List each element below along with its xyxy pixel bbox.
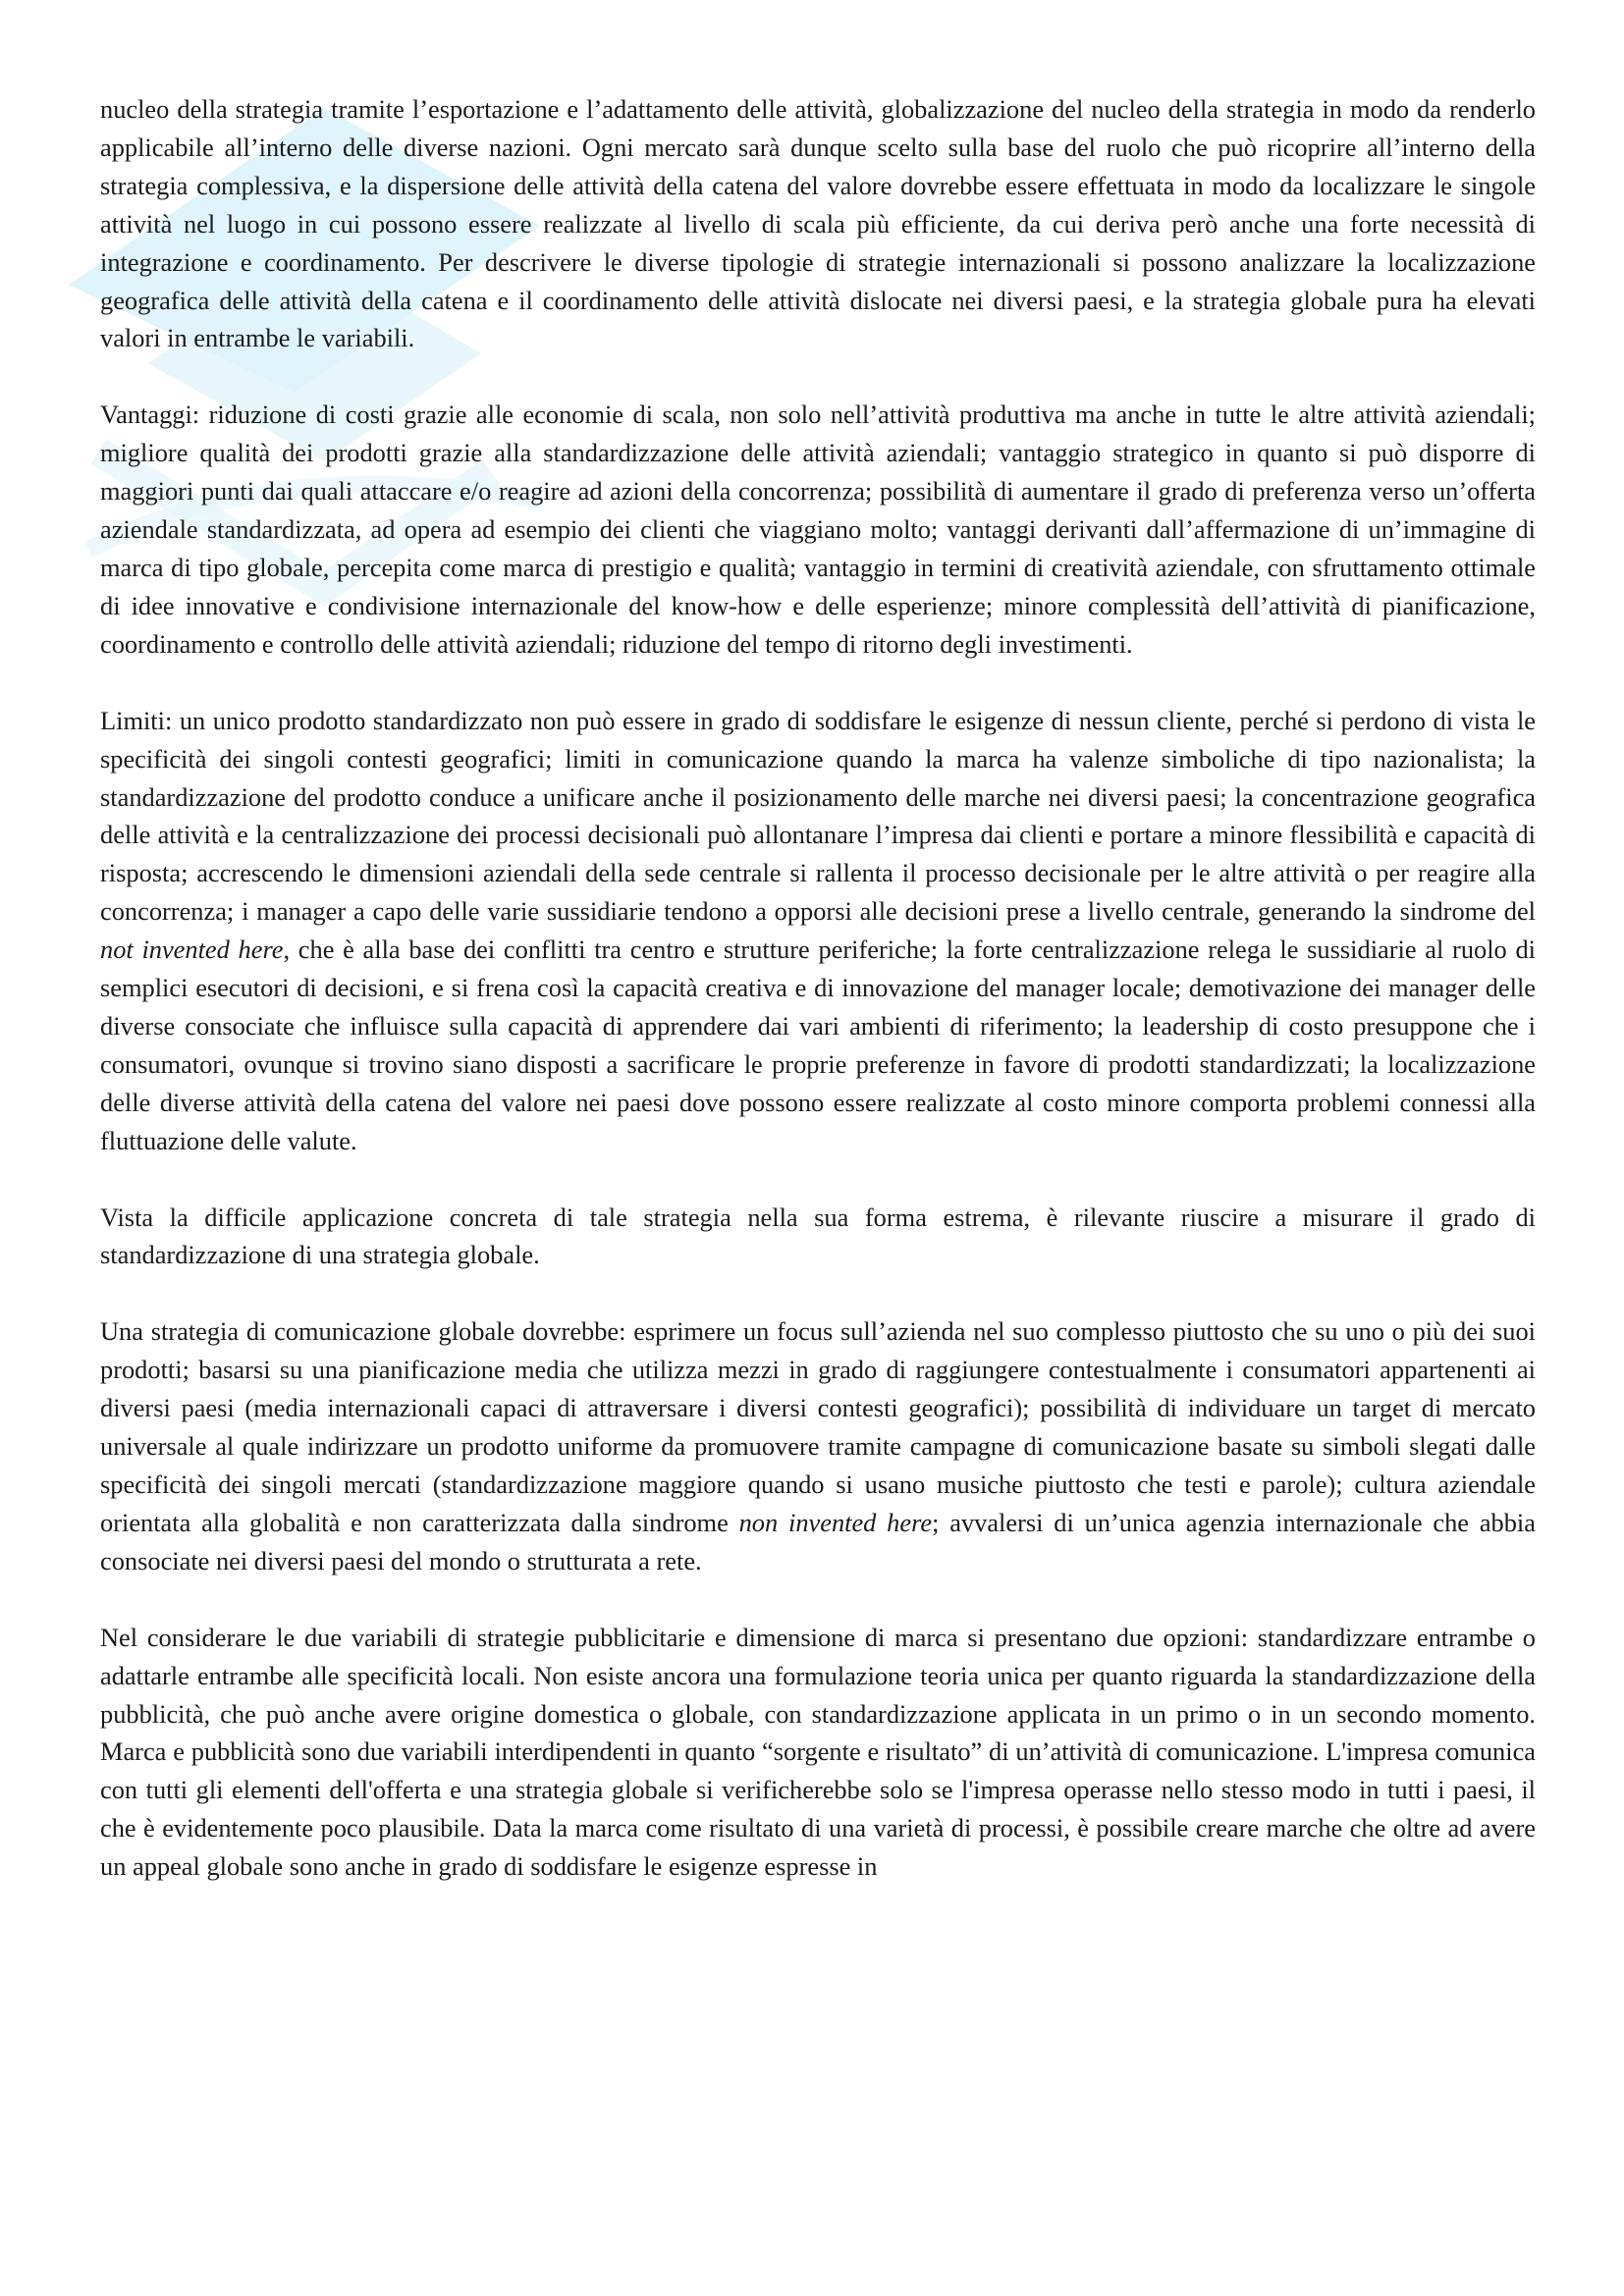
paragraph-text: Vista la difficile applicazione concreta di tale strategia nella sua forma estrema, è rilevante riuscire a misurare il grado di standardizzazione di una strategia globale. xyxy=(100,1201,1536,1270)
paragraph-text: Una strategia di comunicazione globale dovrebbe: esprimere un focus sull’azienda nel suo complesso piuttosto che su uno o più dei suoi prodotti; basarsi su una pianificazione media che utilizza mezzi in grado di raggiungere contestualmente i consumatori appartenenti ai diversi paesi (media internazionali capaci di attraversare i diversi contesti geografici); possibilità di individuare un target di mercato universale al quale indirizzare un prodotto uniforme da promuovere tramite campagne di comunicazione basate su simboli slegati dalle specificità dei singoli mercati (standardizzazione maggiore quando si usano musiche piuttosto che testi e parole); cultura aziendale orientata alla globalità e non caratterizzata dalla sindrome xyxy=(100,1316,1536,1537)
italic-term: not invented here xyxy=(100,934,284,965)
paragraph xyxy=(100,396,1536,663)
paragraph xyxy=(100,1312,1536,1579)
paragraph-text: , che è alla base dei conflitti tra centro e strutture periferiche; la forte centralizzazione relega le sussidiarie al ruolo di semplici esecutori di decisioni, e si frena così la capacità creativa e di innovazione del manager locale; demotivazione dei manager delle diverse consociate che influisce sulla capacità di apprendere dai vari ambienti di riferimento; la leadership di costo presuppone che i consumatori, ovunque si trovino siano disposti a sacrificare le proprie preferenze in favore di prodotti standardizzati; la localizzazione delle diverse attività della catena del valore nei paesi dove possono essere realizzate al costo minore comporta problemi connessi alla fluttuazione delle valute. xyxy=(100,934,1536,1155)
body-text xyxy=(100,90,1536,1886)
paragraph-text: Vantaggi: riduzione di costi grazie alle economie di scala, non solo nell’attività produttiva ma anche in tutte le altre attività aziendali; migliore qualità dei prodotti grazie alla standardizzazione delle attività aziendali; vantaggio strategico in quanto si può disporre di maggiori punti dai quali attaccare e/o reagire ad azioni della concorrenza; possibilità di aumentare il grado di preferenza verso un’offerta aziendale standardizzata, ad opera ad esempio dei clienti che viaggiano molto; vantaggi derivanti dall’affermazione di un’immagine di marca di tipo globale, percepita come marca di prestigio e qualità; vantaggio in termini di creatività aziendale, con sfruttamento ottimale di idee innovative e condivisione internazionale del know-how e delle esperienze; minore complessità dell’attività di pianificazione, coordinamento e controllo delle attività aziendali; riduzione del tempo di ritorno degli investimenti. xyxy=(100,400,1536,659)
paragraph-text: nucleo della strategia tramite l’esportazione e l’adattamento delle attività, globalizzazione del nucleo della strategia in modo da renderlo applicabile all’interno delle diverse nazioni. Ogni mercato sarà dunque scelto sulla base del ruolo che può ricoprire all’interno della strategia complessiva, e la dispersione delle attività della catena del valore dovrebbe essere effettuata in modo da localizzare le singole attività nel luogo in cui possono essere realizzate al livello di scala più efficiente, da cui deriva però anche una forte necessità di integrazione e coordinamento. Per descrivere le diverse tipologie di strategie internazionali si possono analizzare la localizzazione geografica delle attività della catena e il coordinamento delle attività dislocate nei diversi paesi, e la strategia globale pura ha elevati valori in entrambe le variabili. xyxy=(100,94,1536,353)
italic-term: non invented here xyxy=(738,1507,933,1537)
paragraph-text: Limiti: un unico prodotto standardizzato non può essere in grado di soddisfare le esigenze di nessun cliente, perché si perdono di vista le specificità dei singoli contesti geografici; limiti in comunicazione quando la marca ha valenze simboliche di tipo nazionalista; la standardizzazione del prodotto conduce a unificare anche il posizionamento delle marche nei diversi paesi; la concentrazione geografica delle attività e la centralizzazione dei processi decisionali può allontanare l’impresa dai clienti e portare a minore flessibilità e capacità di risposta; accrescendo le dimensioni aziendali della sede centrale si rallenta il processo decisionale per le altre attività o per reagire alla concorrenza; i manager a capo delle varie sussidiarie tendono a opporsi alle decisioni prese a livello centrale, generando la sindrome del xyxy=(100,705,1536,927)
paragraph xyxy=(100,1619,1536,1886)
paragraph xyxy=(100,90,1536,357)
paragraph-text: Nel considerare le due variabili di strategie pubblicitarie e dimensione di marca si presentano due opzioni: standardizzare entrambe o adattarle entrambe alle specificità locali. Non esiste ancora una formulazione teoria unica per quanto riguarda la standardizzazione della pubblicità, che può anche avere origine domestica o globale, con standardizzazione applicata in un primo o in un secondo momento. Marca e pubblicità sono due variabili interdipendenti in quanto “sorgente e risultato” di un’attività di comunicazione. L'impresa comunica con tutti gli elementi dell'offerta e una strategia globale si verificherebbe solo se l'impresa operasse nello stesso modo in tutti i paesi, il che è evidentemente poco plausibile. Data la marca come risultato di una varietà di processi, è possibile creare marche che oltre ad avere un appeal globale sono anche in grado di soddisfare le esigenze espresse in xyxy=(100,1622,1536,1882)
paragraph xyxy=(100,1199,1536,1275)
paragraph-text: ; avvalersi di un’unica agenzia internazionale che abbia consociate nei diversi paesi del mondo o strutturata a rete. xyxy=(100,1507,1536,1575)
paragraph xyxy=(100,702,1536,1160)
